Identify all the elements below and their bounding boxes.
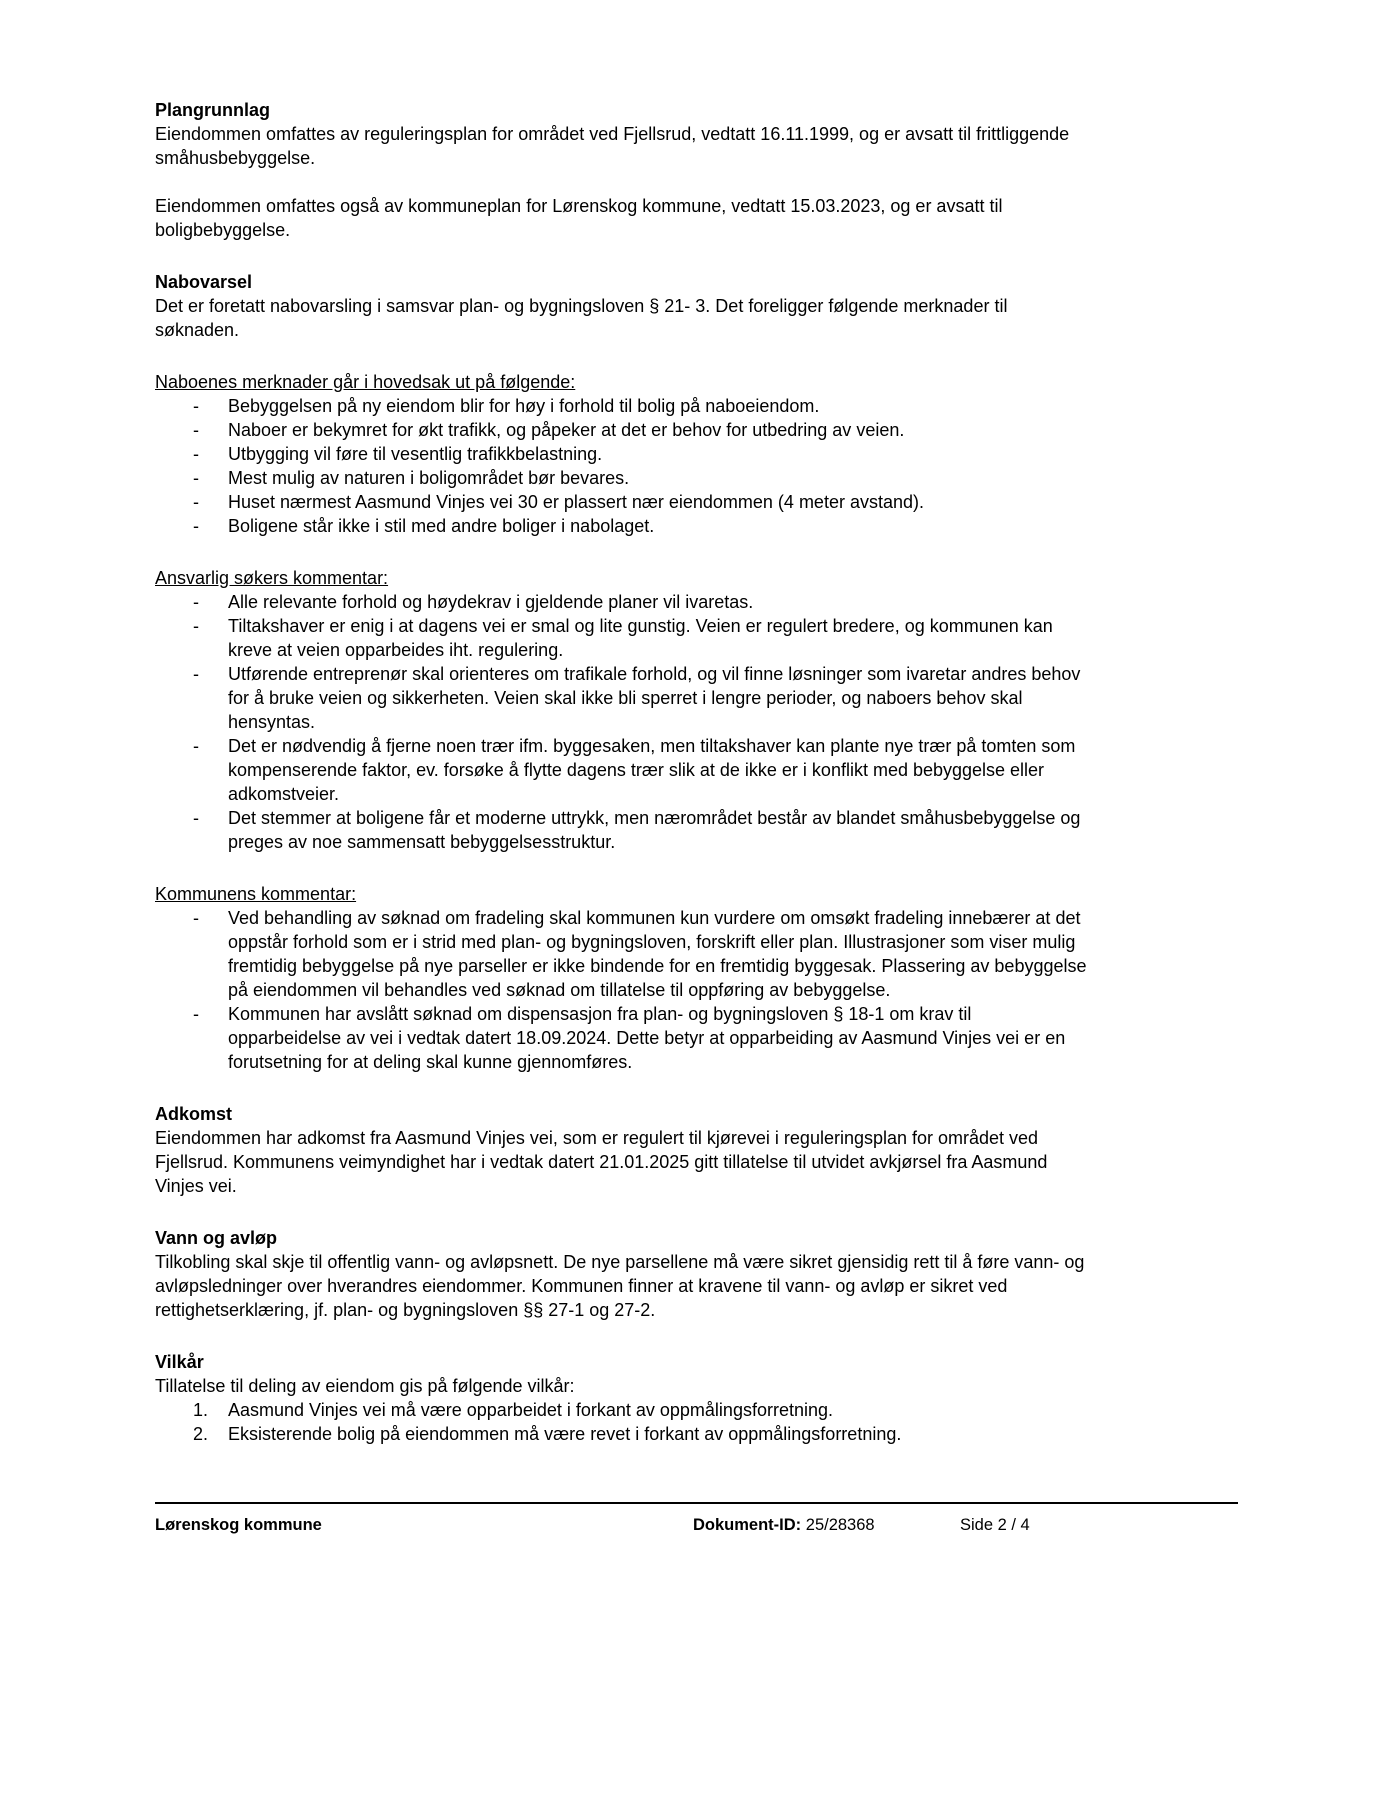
- ansvarlig-sokers-kommentar-list: [155, 590, 1087, 854]
- list-item: - Kommunen har avslått søknad om dispensasjon fra plan- og bygningsloven § 18-1 om krav til opparbeidelse av vei i vedtak datert 18.09.2024. Dette betyr at opparbeiding av Aasmund Vinjes vei er en forutsetning for at deling skal kunne gjennomføres.: [155, 1002, 1087, 1074]
- list-item: Aasmund Vinjes vei må være opparbeidet i forkant av oppmålingsforretning.: [228, 1400, 833, 1420]
- section-heading-vilkar: Vilkår: [155, 1352, 204, 1372]
- subheading-ansvarlig-sokers-kommentar: Ansvarlig søkers kommentar:: [155, 568, 389, 588]
- section-heading-nabovarsel: Nabovarsel: [155, 272, 253, 292]
- subheading-naboenes-merknader: Naboenes merknader går i hovedsak ut på følgende:: [155, 372, 576, 392]
- list-item: - Tiltakshaver er enig i at dagens vei er smal og lite gunstig. Veien er regulert bredere, og kommunen kan kreve at veien opparbeides iht. regulering.: [155, 614, 1087, 662]
- section-heading-vann-og-avlop: Vann og avløp: [155, 1228, 278, 1248]
- paragraph: Eiendommen omfattes av reguleringsplan for området ved Fjellsrud, vedtatt 16.11.1999, og er avsatt til frittliggende småhusbebyggelse.: [155, 124, 1070, 168]
- list-item: - Utførende entreprenør skal orienteres om trafikale forhold, og vil finne løsninger som ivaretar andres behov for å bruke veien og sikkerheten. Veien skal ikke bli sperret i lengre perioder, og naboers behov skal hensyntas.: [155, 662, 1087, 734]
- footer-document-id-value: 25/28368: [805, 1516, 875, 1534]
- naboenes-merknader-list: [155, 394, 1087, 538]
- paragraph: Eiendommen har adkomst fra Aasmund Vinjes vei, som er regulert til kjørevei i reguleringsplan for området ved Fjellsrud. Kommunens veimyndighet har i vedtak datert 21.01.2025 gitt tillatelse til utvidet avkjørsel fra Aasmund Vinjes vei.: [155, 1128, 1048, 1196]
- list-item: - Det stemmer at boligene får et moderne uttrykk, men nærområdet består av blandet småhusbebyggelse og preges av noe sammensatt bebyggelsesstruktur.: [155, 806, 1087, 854]
- vilkar-list: [155, 1398, 1087, 1446]
- section-heading-plangrunnlag: Plangrunnlag: [155, 100, 271, 120]
- list-item: - Utbygging vil føre til vesentlig trafikkbelastning.: [155, 442, 1087, 466]
- list-item: - Boligene står ikke i stil med andre boliger i nabolaget.: [155, 514, 1087, 538]
- paragraph: Eiendommen omfattes også av kommuneplan for Lørenskog kommune, vedtatt 15.03.2023, og er avsatt til boligbebyggelse.: [155, 196, 1003, 240]
- kommunens-kommentar-list: [155, 906, 1087, 1074]
- section-heading-adkomst: Adkomst: [155, 1104, 233, 1124]
- subheading-kommunens-kommentar: Kommunens kommentar:: [155, 884, 357, 904]
- document-content: [155, 98, 1087, 1470]
- paragraph: Tilkobling skal skje til offentlig vann- og avløpsnett. De nye parsellene må være sikret gjensidig rett til å føre vann- og avløpsledninger over hverandres eiendommer. Kommunen finner at kravene til vann- og avløp er sikret ved rettighetserklæring, jf. plan- og bygningsloven §§ 27-1 og 27-2.: [155, 1252, 1085, 1320]
- footer-page-number: Side 2 / 4: [960, 1516, 1030, 1534]
- footer-organization: Lørenskog kommune: [155, 1516, 322, 1534]
- page-footer: [155, 1502, 1238, 1542]
- list-item: - Bebyggelsen på ny eiendom blir for høy i forhold til bolig på naboeiendom.: [155, 394, 1087, 418]
- list-item: - Alle relevante forhold og høydekrav i gjeldende planer vil ivaretas.: [155, 590, 1087, 614]
- paragraph: Tillatelse til deling av eiendom gis på følgende vilkår:: [155, 1376, 575, 1396]
- footer-document-id: [693, 1515, 875, 1535]
- list-item: - Naboer er bekymret for økt trafikk, og påpeker at det er behov for utbedring av veien.: [155, 418, 1087, 442]
- list-item: - Mest mulig av naturen i boligområdet bør bevares.: [155, 466, 1087, 490]
- paragraph: Det er foretatt nabovarsling i samsvar plan- og bygningsloven § 21- 3. Det foreligger følgende merknader til søknaden.: [155, 296, 1008, 340]
- list-item: - Huset nærmest Aasmund Vinjes vei 30 er plassert nær eiendommen (4 meter avstand).: [155, 490, 1087, 514]
- list-item: - Ved behandling av søknad om fradeling skal kommunen kun vurdere om omsøkt fradeling innebærer at det oppstår forhold som er i strid med plan- og bygningsloven, forskrift eller plan. Illustrasjoner som viser mulig fremtidig bebyggelse på nye parseller er ikke bindende for en fremtidig byggesak. Plassering av bebyggelse på eiendommen vil behandles ved søknad om tillatelse til oppføring av bebyggelse.: [155, 906, 1087, 1002]
- footer-document-id-label: Dokument-ID:: [693, 1516, 802, 1534]
- list-item: - Det er nødvendig å fjerne noen trær ifm. byggesaken, men tiltakshaver kan plante nye trær på tomten som kompenserende faktor, ev. forsøke å flytte dagens trær slik at de ikke er i konflikt med bebyggelse eller adkomstveier.: [155, 734, 1087, 806]
- list-item: Eksisterende bolig på eiendommen må være revet i forkant av oppmålingsforretning.: [228, 1424, 902, 1444]
